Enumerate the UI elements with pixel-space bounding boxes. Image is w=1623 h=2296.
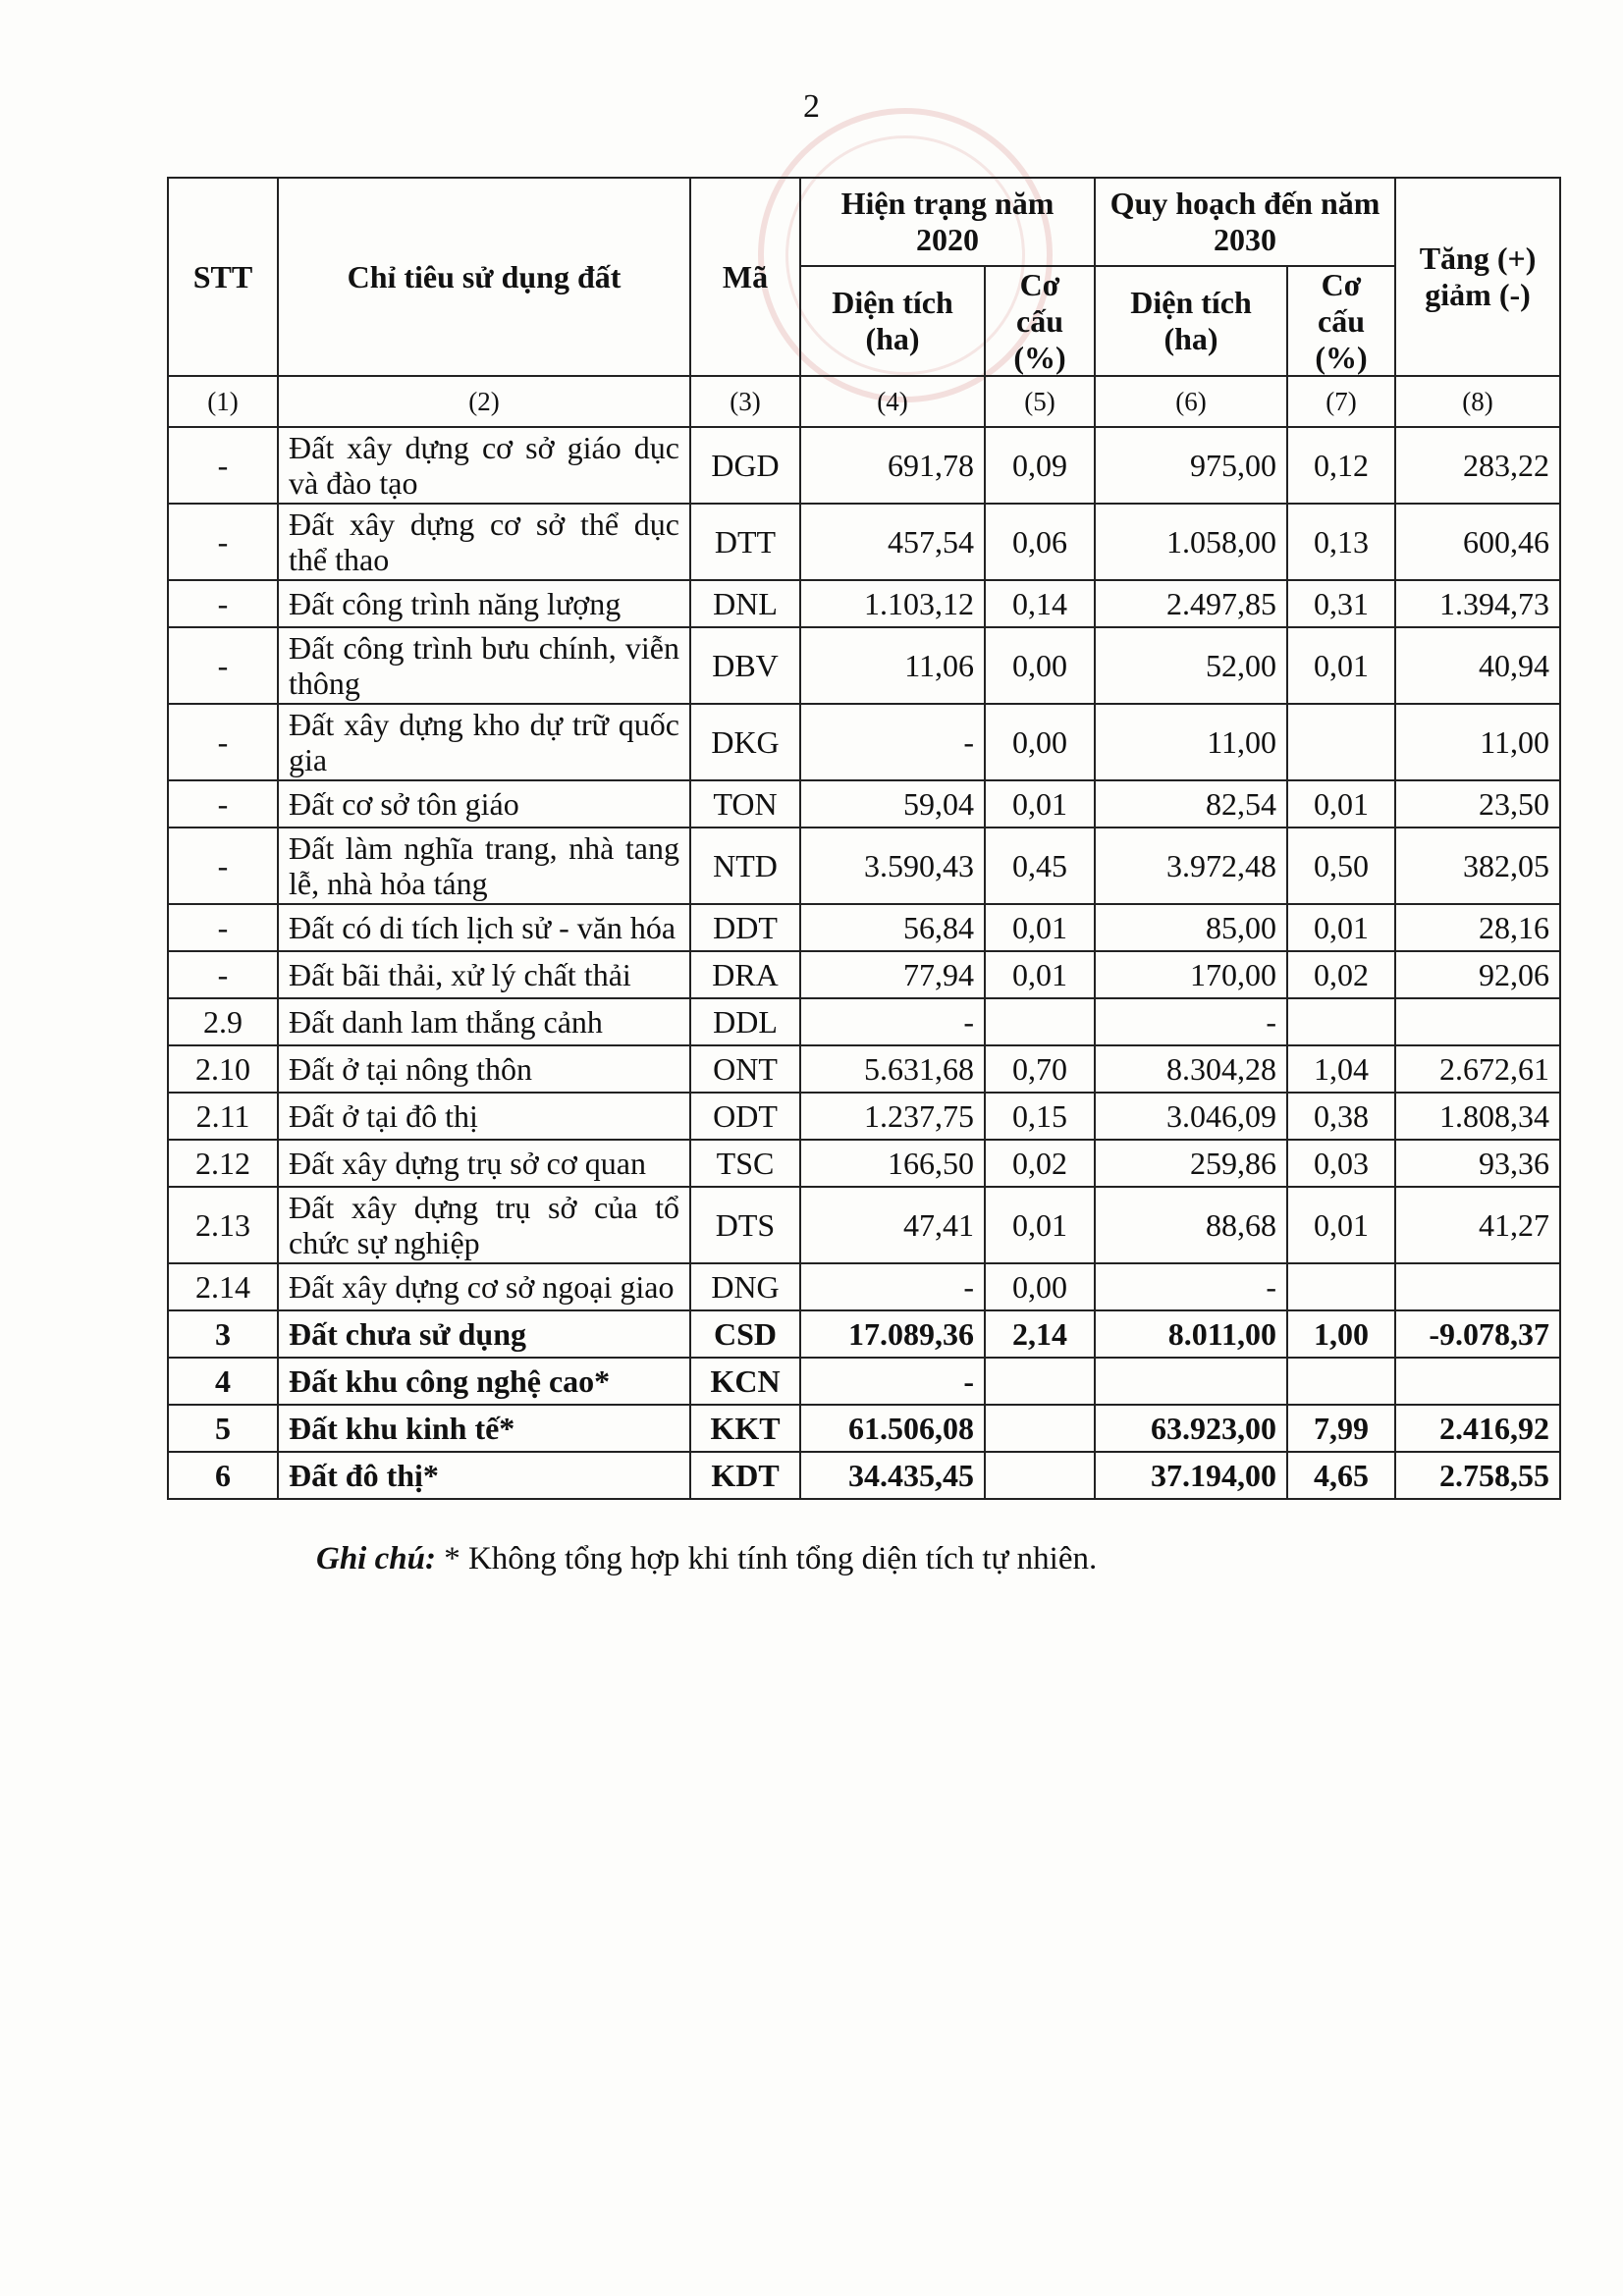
header-area-2030: Diện tích (ha) (1095, 266, 1287, 376)
row-stt: 2.13 (168, 1187, 278, 1263)
table-row (168, 780, 1560, 828)
row-share-2020 (985, 998, 1095, 1045)
row-change: 41,27 (1395, 1187, 1560, 1263)
row-change: 1.808,34 (1395, 1093, 1560, 1140)
row-change: -9.078,37 (1395, 1310, 1560, 1358)
row-area-2020: 5.631,68 (800, 1045, 985, 1093)
row-indicator-name: Đất chưa sử dụng (278, 1310, 690, 1358)
row-area-2020: 77,94 (800, 951, 985, 998)
row-code: TON (690, 780, 800, 828)
table-row (168, 1093, 1560, 1140)
row-change (1395, 998, 1560, 1045)
row-indicator-name: Đất xây dựng cơ sở giáo dục và đào tạo (278, 427, 690, 504)
row-change: 283,22 (1395, 427, 1560, 504)
row-code: DTS (690, 1187, 800, 1263)
row-indicator-name: Đất ở tại nông thôn (278, 1045, 690, 1093)
column-number: (3) (690, 376, 800, 427)
row-change: 92,06 (1395, 951, 1560, 998)
row-area-2020: 17.089,36 (800, 1310, 985, 1358)
row-indicator-name: Đất công trình năng lượng (278, 580, 690, 627)
row-indicator-name: Đất công trình bưu chính, viễn thông (278, 627, 690, 704)
row-share-2030: 0,13 (1287, 504, 1395, 580)
row-area-2030: 259,86 (1095, 1140, 1287, 1187)
row-area-2020: 166,50 (800, 1140, 985, 1187)
row-area-2020: - (800, 1358, 985, 1405)
row-share-2030 (1287, 998, 1395, 1045)
row-area-2020: 11,06 (800, 627, 985, 704)
row-area-2030: 11,00 (1095, 704, 1287, 780)
row-change: 28,16 (1395, 904, 1560, 951)
row-change: 11,00 (1395, 704, 1560, 780)
row-indicator-name: Đất ở tại đô thị (278, 1093, 690, 1140)
table-row (168, 627, 1560, 704)
header-area-2020: Diện tích (ha) (800, 266, 985, 376)
row-area-2030: 8.304,28 (1095, 1045, 1287, 1093)
row-share-2020: 0,01 (985, 904, 1095, 951)
row-indicator-name: Đất danh lam thắng cảnh (278, 998, 690, 1045)
row-stt: - (168, 780, 278, 828)
row-area-2030: 2.497,85 (1095, 580, 1287, 627)
row-share-2030: 0,01 (1287, 1187, 1395, 1263)
row-code: KCN (690, 1358, 800, 1405)
row-area-2030: 975,00 (1095, 427, 1287, 504)
row-share-2030: 0,01 (1287, 780, 1395, 828)
row-share-2020: 0,01 (985, 780, 1095, 828)
column-number: (1) (168, 376, 278, 427)
row-code: KDT (690, 1452, 800, 1499)
row-area-2030: 88,68 (1095, 1187, 1287, 1263)
row-stt: - (168, 704, 278, 780)
table-row (168, 1405, 1560, 1452)
row-stt: - (168, 504, 278, 580)
row-code: CSD (690, 1310, 800, 1358)
header-share-2030: Cơ cấu (%) (1287, 266, 1395, 376)
table-row (168, 580, 1560, 627)
row-share-2020 (985, 1405, 1095, 1452)
row-share-2030: 7,99 (1287, 1405, 1395, 1452)
row-area-2030: 82,54 (1095, 780, 1287, 828)
row-stt: 2.9 (168, 998, 278, 1045)
page-number: 2 (803, 88, 820, 125)
row-change: 1.394,73 (1395, 580, 1560, 627)
column-number: (7) (1287, 376, 1395, 427)
row-share-2030: 0,12 (1287, 427, 1395, 504)
row-share-2030 (1287, 1263, 1395, 1310)
row-indicator-name: Đất cơ sở tôn giáo (278, 780, 690, 828)
row-change: 93,36 (1395, 1140, 1560, 1187)
row-stt: - (168, 951, 278, 998)
row-indicator-name: Đất xây dựng cơ sở ngoại giao (278, 1263, 690, 1310)
table-row (168, 1045, 1560, 1093)
row-share-2030: 4,65 (1287, 1452, 1395, 1499)
row-code: DKG (690, 704, 800, 780)
row-share-2020: 0,14 (985, 580, 1095, 627)
row-code: KKT (690, 1405, 800, 1452)
row-share-2030: 1,04 (1287, 1045, 1395, 1093)
row-stt: - (168, 580, 278, 627)
row-stt: 5 (168, 1405, 278, 1452)
row-share-2030 (1287, 1358, 1395, 1405)
row-code: NTD (690, 828, 800, 904)
row-area-2030: 170,00 (1095, 951, 1287, 998)
row-share-2020 (985, 1358, 1095, 1405)
row-share-2030: 0,31 (1287, 580, 1395, 627)
row-area-2030: 63.923,00 (1095, 1405, 1287, 1452)
row-area-2030: - (1095, 998, 1287, 1045)
row-area-2020: 34.435,45 (800, 1452, 985, 1499)
footnote-text: * Không tổng hợp khi tính tổng diện tích tự nhiên. (435, 1541, 1098, 1576)
row-area-2030: 37.194,00 (1095, 1452, 1287, 1499)
row-change: 382,05 (1395, 828, 1560, 904)
row-code: DNG (690, 1263, 800, 1310)
row-area-2020: 457,54 (800, 504, 985, 580)
row-code: TSC (690, 1140, 800, 1187)
header-stt: STT (168, 178, 278, 376)
row-indicator-name: Đất khu công nghệ cao* (278, 1358, 690, 1405)
column-number: (4) (800, 376, 985, 427)
row-change: 600,46 (1395, 504, 1560, 580)
table-row (168, 998, 1560, 1045)
row-code: DGD (690, 427, 800, 504)
row-stt: - (168, 427, 278, 504)
row-area-2020: 47,41 (800, 1187, 985, 1263)
row-area-2020: - (800, 1263, 985, 1310)
row-change (1395, 1263, 1560, 1310)
footnote-label: Ghi chú: (316, 1541, 436, 1576)
table-row (168, 828, 1560, 904)
row-area-2030: 8.011,00 (1095, 1310, 1287, 1358)
row-area-2020: 56,84 (800, 904, 985, 951)
row-change: 40,94 (1395, 627, 1560, 704)
row-share-2030: 0,38 (1287, 1093, 1395, 1140)
row-change: 2.758,55 (1395, 1452, 1560, 1499)
table-row (168, 1140, 1560, 1187)
table-row (168, 951, 1560, 998)
row-share-2020: 0,15 (985, 1093, 1095, 1140)
row-share-2020: 0,45 (985, 828, 1095, 904)
row-area-2020: - (800, 998, 985, 1045)
row-share-2020: 0,09 (985, 427, 1095, 504)
table-row (168, 1263, 1560, 1310)
row-share-2020: 0,02 (985, 1140, 1095, 1187)
row-share-2020: 0,00 (985, 627, 1095, 704)
row-change (1395, 1358, 1560, 1405)
row-indicator-name: Đất khu kinh tế* (278, 1405, 690, 1452)
row-area-2020: 1.103,12 (800, 580, 985, 627)
row-indicator-name: Đất xây dựng trụ sở cơ quan (278, 1140, 690, 1187)
row-area-2030: 52,00 (1095, 627, 1287, 704)
row-indicator-name: Đất xây dựng kho dự trữ quốc gia (278, 704, 690, 780)
row-area-2030: 3.046,09 (1095, 1093, 1287, 1140)
row-share-2030: 0,01 (1287, 627, 1395, 704)
row-area-2030: - (1095, 1263, 1287, 1310)
header-change: Tăng (+) giảm (-) (1395, 178, 1560, 376)
table-row (168, 1358, 1560, 1405)
header-code: Mã (690, 178, 800, 376)
row-stt: 2.14 (168, 1263, 278, 1310)
row-stt: 2.10 (168, 1045, 278, 1093)
row-area-2030: 85,00 (1095, 904, 1287, 951)
row-change: 2.672,61 (1395, 1045, 1560, 1093)
row-stt: 6 (168, 1452, 278, 1499)
footnote (316, 1541, 1097, 1577)
row-share-2020: 0,70 (985, 1045, 1095, 1093)
row-stt: - (168, 627, 278, 704)
row-share-2030: 1,00 (1287, 1310, 1395, 1358)
table-row (168, 1187, 1560, 1263)
row-area-2020: 61.506,08 (800, 1405, 985, 1452)
row-area-2020: 59,04 (800, 780, 985, 828)
row-stt: - (168, 904, 278, 951)
row-indicator-name: Đất đô thị* (278, 1452, 690, 1499)
row-share-2020: 0,01 (985, 951, 1095, 998)
row-share-2030: 0,03 (1287, 1140, 1395, 1187)
row-indicator-name: Đất xây dựng cơ sở thể dục thể thao (278, 504, 690, 580)
column-number: (8) (1395, 376, 1560, 427)
row-share-2020 (985, 1452, 1095, 1499)
table-row (168, 904, 1560, 951)
row-share-2030: 0,01 (1287, 904, 1395, 951)
header-share-2020: Cơ cấu (%) (985, 266, 1095, 376)
row-code: DRA (690, 951, 800, 998)
row-share-2030: 0,50 (1287, 828, 1395, 904)
row-area-2020: 1.237,75 (800, 1093, 985, 1140)
row-area-2020: - (800, 704, 985, 780)
header-indicator: Chỉ tiêu sử dụng đất (278, 178, 690, 376)
row-code: DBV (690, 627, 800, 704)
row-area-2020: 3.590,43 (800, 828, 985, 904)
row-share-2020: 0,00 (985, 704, 1095, 780)
row-code: ONT (690, 1045, 800, 1093)
row-share-2020: 0,06 (985, 504, 1095, 580)
row-share-2020: 0,00 (985, 1263, 1095, 1310)
row-code: ODT (690, 1093, 800, 1140)
header-plan-2030: Quy hoạch đến năm 2030 (1095, 178, 1395, 266)
row-area-2030: 3.972,48 (1095, 828, 1287, 904)
land-use-table (167, 177, 1561, 1500)
row-stt: - (168, 828, 278, 904)
table-row (168, 704, 1560, 780)
row-code: DTT (690, 504, 800, 580)
row-code: DNL (690, 580, 800, 627)
column-number: (2) (278, 376, 690, 427)
column-number-row (168, 376, 1560, 427)
row-area-2030: 1.058,00 (1095, 504, 1287, 580)
row-indicator-name: Đất xây dựng trụ sở của tổ chức sự nghiệp (278, 1187, 690, 1263)
row-stt: 4 (168, 1358, 278, 1405)
row-area-2030 (1095, 1358, 1287, 1405)
table-row (168, 427, 1560, 504)
row-stt: 3 (168, 1310, 278, 1358)
row-share-2020: 2,14 (985, 1310, 1095, 1358)
row-change: 23,50 (1395, 780, 1560, 828)
row-share-2030: 0,02 (1287, 951, 1395, 998)
table-row (168, 1310, 1560, 1358)
row-stt: 2.11 (168, 1093, 278, 1140)
row-code: DDT (690, 904, 800, 951)
row-area-2020: 691,78 (800, 427, 985, 504)
row-share-2030 (1287, 704, 1395, 780)
row-indicator-name: Đất bãi thải, xử lý chất thải (278, 951, 690, 998)
header-current-2020: Hiện trạng năm 2020 (800, 178, 1095, 266)
row-change: 2.416,92 (1395, 1405, 1560, 1452)
row-share-2020: 0,01 (985, 1187, 1095, 1263)
column-number: (6) (1095, 376, 1287, 427)
column-number: (5) (985, 376, 1095, 427)
row-indicator-name: Đất có di tích lịch sử - văn hóa (278, 904, 690, 951)
table-row (168, 504, 1560, 580)
row-indicator-name: Đất làm nghĩa trang, nhà tang lễ, nhà hỏa táng (278, 828, 690, 904)
table-row (168, 1452, 1560, 1499)
row-stt: 2.12 (168, 1140, 278, 1187)
row-code: DDL (690, 998, 800, 1045)
